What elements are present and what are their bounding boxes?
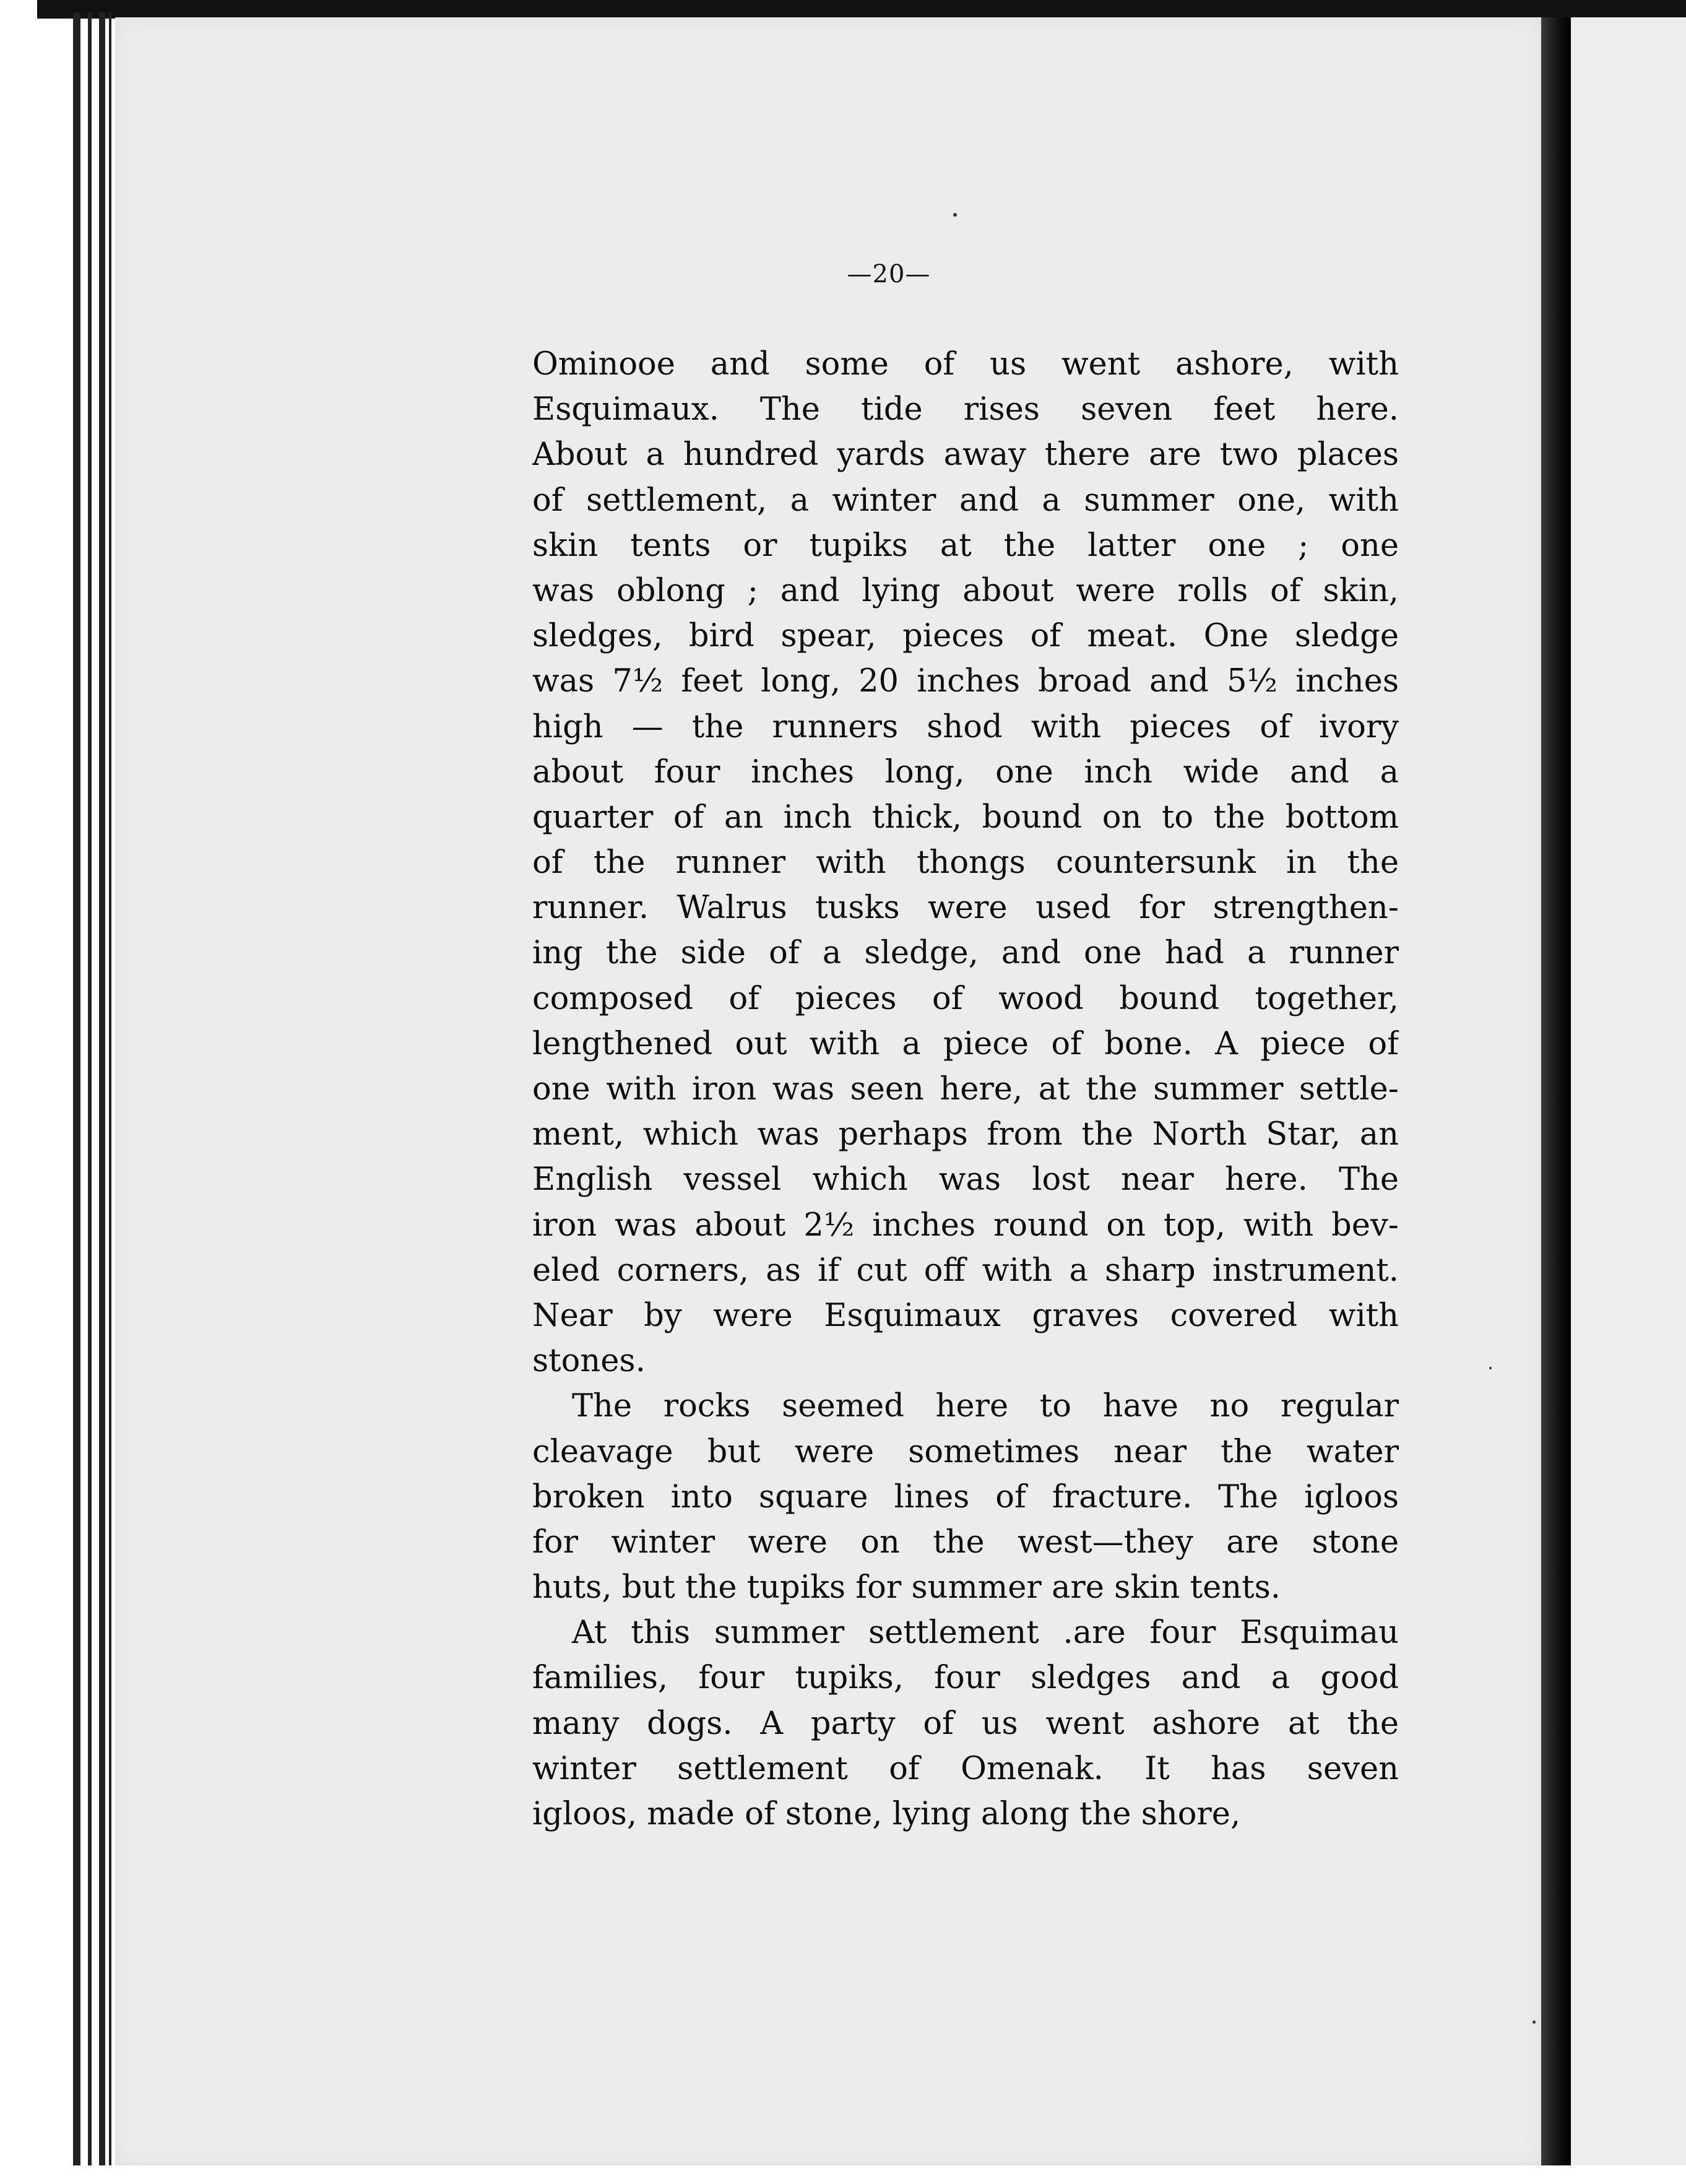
text-line: Esquimaux. The tide rises seven feet here. [532,391,1399,428]
paragraph [532,1610,1399,1837]
text-line: eled corners, as if cut off with a sharp instrument. [532,1252,1399,1289]
text-line: about four inches long, one inch wide and a [532,753,1399,791]
text-line: Near by were Esquimaux graves covered with [532,1297,1399,1334]
text-line: At this summer settlement .are four Esquimau [572,1614,1399,1652]
text-line: About a hundred yards away there are two places [532,436,1399,474]
text-line: high — the runners shod with pieces of ivory [532,708,1399,745]
text-line: lengthened out with a piece of bone. A piece of [532,1025,1399,1062]
body-text [532,342,1399,1837]
scan-top-border [0,0,1686,19]
book-spine-line [99,12,105,2167]
text-line: of the runner with thongs countersunk in the [532,844,1399,882]
text-line: families, four tupiks, four sledges and a good [532,1660,1399,1697]
text-line: skin tents or tupiks at the latter one ; one [532,527,1399,564]
text-line: English vessel which was lost near here. The [532,1161,1399,1198]
scan-left-margin [0,0,37,2184]
scan-speck [953,213,957,217]
scan-speck [1533,2021,1536,2024]
text-line: sledges, bird spear, pieces of meat. One sledge [532,618,1399,655]
text-line: stones. [532,1343,646,1380]
scan-speck [1489,1367,1492,1369]
text-line: huts, but the tupiks for summer are skin tents. [532,1569,1281,1606]
book-spine-line [73,12,80,2167]
page-gutter-shadow [1541,17,1571,2165]
text-line: was oblong ; and lying about were rolls of skin, [532,572,1399,609]
page-number: —20— [847,260,931,288]
text-line: many dogs. A party of us went ashore at the [532,1705,1399,1742]
text-line: for winter were on the west—they are stone [532,1523,1399,1561]
text-line: one with iron was seen here, at the summer settle- [532,1071,1399,1107]
text-line: iron was about 2½ inches round on top, with bev- [532,1207,1399,1244]
adjacent-page-edge [1571,17,1686,2165]
scan-bottom-margin [0,2165,1686,2184]
text-line: winter settlement of Omenak. It has seven [532,1750,1399,1787]
text-line: runner. Walrus tusks were used for strengthen- [532,890,1399,927]
text-line: ment, which was perhaps from the North Star, an [532,1116,1399,1153]
text-line: Ominooe and some of us went ashore, with [532,346,1399,383]
book-spine-line [88,12,92,2167]
text-line: was 7½ feet long, 20 inches broad and 5½ inches [532,663,1399,700]
text-line: of settlement, a winter and a summer one, with [532,482,1399,519]
text-line: ing the side of a sledge, and one had a runner [532,935,1399,972]
text-line: igloos, made of stone, lying along the shore, [532,1796,1241,1832]
text-line: The rocks seemed here to have no regular [572,1388,1399,1425]
paragraph [532,1384,1399,1610]
text-line: broken into square lines of fracture. The igloos [532,1478,1399,1515]
text-line: cleavage but were sometimes near the water [532,1433,1399,1470]
book-spine-line [109,12,111,2167]
text-line: composed of pieces of wood bound together, [532,980,1399,1017]
paragraph [532,342,1399,1384]
text-line: quarter of an inch thick, bound on to the bottom [532,799,1399,836]
